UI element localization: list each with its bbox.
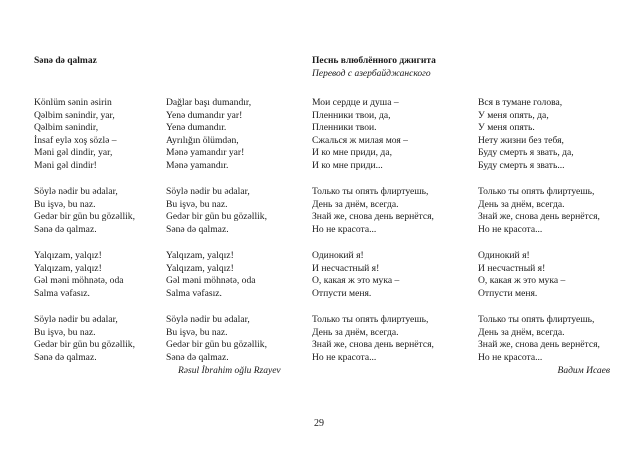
stanza	[478, 97, 600, 172]
poem-line: Но не красота...	[312, 223, 377, 235]
author-translator: Вадим Исаев	[557, 366, 610, 376]
poem-line: И ко мне приди, да,	[312, 147, 392, 158]
poem-line: Söylə nədir bu ədalar,	[34, 186, 118, 197]
poem-line: Sənə də qalmaz.	[166, 351, 229, 363]
poem-line: Только ты опять флиртуешь,	[478, 314, 595, 325]
poem-line: Сжалься ж милая моя –	[312, 134, 408, 146]
poem-line: Gedər bir gün bu gözəllik,	[34, 339, 135, 350]
poem-column-az-2	[166, 97, 267, 378]
poem-line: Знай же, снова день вернётся,	[478, 339, 600, 350]
poem-line: Qəlbim sənindir,	[34, 122, 99, 133]
poem-line: Gedər bir gün bu gözəllik,	[166, 211, 267, 222]
poem-line: Dağlar başı dumandır,	[166, 97, 252, 108]
poem-line: Но не красота...	[478, 223, 543, 235]
poem-line: Məni gəl dindir!	[34, 159, 97, 171]
poem-line: Отпусти меня.	[312, 287, 372, 299]
poem-line: Буду смерть я звать...	[478, 159, 565, 171]
poem-line: Gedər bir gün bu gözəllik,	[34, 211, 135, 222]
title-russian: Песнь влюблённого джигита	[312, 56, 436, 66]
poem-line: День за днём, всегда.	[312, 326, 399, 338]
poem-line: Gəl məni möhnətə, oda	[34, 275, 124, 286]
poem-line: Salma vəfasız.	[34, 287, 90, 299]
poem-line: Вся в тумане голова,	[478, 97, 563, 108]
poem-line: Знай же, снова день вернётся,	[312, 211, 434, 222]
poem-line: Mənə yamandır.	[166, 159, 229, 171]
poem-line: Буду смерть я звать, да,	[478, 147, 574, 158]
poem-column-ru-2	[478, 97, 600, 378]
poem-line: Знай же, снова день вернётся,	[312, 339, 434, 350]
poem-line: Знай же, снова день вернётся,	[478, 211, 600, 222]
poem-line: İnsaf eylə xoş sözlə –	[34, 134, 117, 146]
poem-line: Только ты опять флиртуешь,	[312, 186, 429, 197]
poem-line: Sənə də qalmaz.	[34, 223, 97, 235]
poem-line: И ко мне приди...	[312, 159, 383, 171]
poem-line: Только ты опять флиртуешь,	[312, 314, 429, 325]
poem-line: Пленники твои.	[312, 122, 377, 133]
poem-line: Но не красота...	[478, 351, 543, 363]
stanza	[478, 186, 600, 236]
poem-line: Bu işvə, bu naz.	[166, 198, 228, 210]
stanza	[478, 250, 600, 300]
poem-line: Məni gəl dindir, yar,	[34, 147, 113, 158]
poem-line: Одинокий я!	[312, 250, 364, 261]
poem-line: Ayrılığın ölümdən,	[166, 134, 239, 146]
poem-line: Gedər bir gün bu gözəllik,	[166, 339, 267, 350]
poem-line: Yalqızam, yalqız!	[166, 262, 234, 274]
poem-line: Söylə nədir bu ədalar,	[166, 186, 250, 197]
poem-line: Yalqızam, yalqız!	[34, 250, 102, 261]
stanza	[312, 314, 434, 364]
poem-line: Yenə dumandır.	[166, 122, 227, 133]
poem-line: Нету жизни без тебя,	[478, 134, 564, 146]
stanza	[312, 97, 434, 172]
poem-line: У меня опять.	[478, 122, 535, 133]
poem-line: День за днём, всегда.	[478, 198, 565, 210]
poem-line: Salma vəfasız.	[166, 287, 222, 299]
stanza	[312, 186, 434, 236]
stanza	[312, 250, 434, 300]
poem-line: Только ты опять флиртуешь,	[478, 186, 595, 197]
poem-line: Yalqızam, yalqız!	[166, 250, 234, 261]
poem-line: О, какая ж это мука –	[478, 275, 566, 286]
stanza	[34, 186, 135, 236]
poem-line: Sənə də qalmaz.	[34, 351, 97, 363]
poem-line: Mənə yamandır yar!	[166, 147, 245, 158]
poem-line: Yenə dumandır yar!	[166, 109, 243, 121]
poem-line: Könlüm sənin əsirin	[34, 97, 112, 108]
subtitle-translation-note: Перевод с азербайджанского	[312, 69, 431, 79]
poem-line: Bu işvə, bu naz.	[34, 326, 96, 338]
poem-line: У меня опять, да,	[478, 109, 549, 121]
author-azerbaijani: Rəsul İbrahim oğlu Rzayev	[178, 366, 281, 376]
poem-line: И несчастный я!	[312, 262, 380, 274]
stanza	[166, 314, 267, 364]
poem-line: Но не красота...	[312, 351, 377, 363]
stanza	[166, 186, 267, 236]
poem-line: Yalqızam, yalqız!	[34, 262, 102, 274]
stanza	[34, 250, 135, 300]
page-number: 29	[314, 418, 324, 429]
stanza	[34, 314, 135, 364]
poem-line: Sənə də qalmaz.	[166, 223, 229, 235]
poem-line: Bu işvə, bu naz.	[34, 198, 96, 210]
poem-column-az-1	[34, 97, 135, 378]
poem-line: Мои сердце и душа –	[312, 97, 399, 108]
poem-line: День за днём, всегда.	[312, 198, 399, 210]
poem-line: Отпусти меня.	[478, 287, 538, 299]
stanza	[34, 97, 135, 172]
poem-line: День за днём, всегда.	[478, 326, 565, 338]
poem-column-ru-1	[312, 97, 434, 378]
poem-line: Одинокий я!	[478, 250, 530, 261]
poem-line: О, какая ж это мука –	[312, 275, 400, 286]
poem-line: Пленники твои, да,	[312, 109, 391, 121]
poem-line: Qəlbim sənindir, yar,	[34, 109, 115, 121]
stanza	[166, 97, 267, 172]
stanza	[478, 314, 600, 364]
stanza	[166, 250, 267, 300]
title-azerbaijani: Sənə də qalmaz	[34, 56, 97, 66]
poem-line: Gəl məni möhnətə, oda	[166, 275, 256, 286]
poem-line: Söylə nədir bu ədalar,	[34, 314, 118, 325]
poem-line: Söylə nədir bu ədalar,	[166, 314, 250, 325]
poem-line: И несчастный я!	[478, 262, 546, 274]
poem-line: Bu işvə, bu naz.	[166, 326, 228, 338]
